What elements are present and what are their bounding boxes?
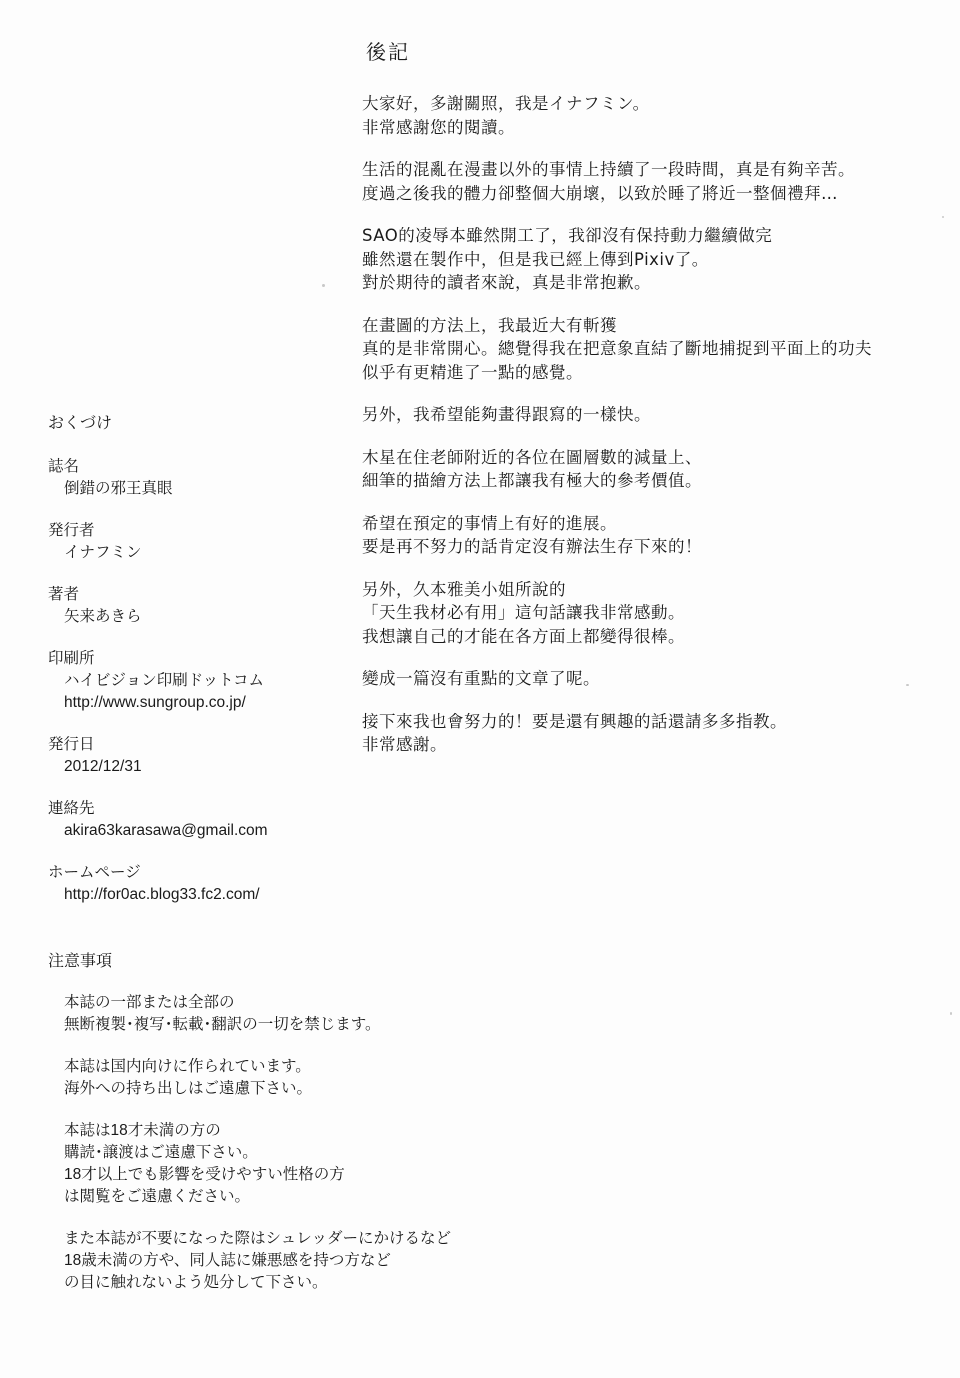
colophon-label: 印刷所: [48, 650, 95, 667]
scan-speck: [950, 1012, 952, 1015]
afterword-line: 大家好，多謝關照，我是イナフミン。: [362, 94, 650, 113]
colophon-label: 発行者: [48, 522, 95, 539]
afterword-line: 另外，久本雅美小姐所說的: [362, 579, 566, 599]
afterword-line: 非常感謝您的閱讀。: [362, 117, 515, 137]
afterword-paragraph: [362, 403, 947, 427]
scan-speck: [906, 684, 909, 686]
colophon-value: 2012/12/31: [64, 758, 142, 775]
afterword-line: 度過之後我的體力卻整個大崩壞，以致於睡了將近一整個禮拜…: [362, 183, 838, 203]
printer-url: http://www.sungroup.co.jp/: [64, 694, 246, 711]
colophon-entry-title: [48, 456, 368, 500]
afterword-paragraph: [362, 158, 947, 205]
afterword-line: SAO的凌辱本雖然開工了，我卻沒有保持動力繼續做完: [362, 226, 773, 245]
notes-line: 本誌は18才未満の方の: [64, 1122, 221, 1139]
colophon-entry-author: [48, 584, 368, 628]
notes-line: 18才以上でも影響を受けやすい性格の方: [64, 1166, 345, 1183]
afterword-line: 真的是非常開心。總覺得我在把意象直結了斷地捕捉到平面上的功夫: [362, 339, 872, 358]
notes-line: は閲覧をご遠慮ください。: [64, 1188, 251, 1205]
afterword-line: 似乎有更精進了一點的感覺。: [362, 362, 583, 382]
colophon-value: 矢来あきら: [64, 608, 142, 625]
afterword-line: 生活的混亂在漫畫以外的事情上持續了一段時間，真是有夠辛苦。: [362, 160, 855, 179]
colophon-label: 著者: [48, 586, 80, 603]
notes-line: また本誌が不要になった際はシュレッダーにかけるなど: [64, 1230, 452, 1247]
afterword-line: 我想讓自己的才能在各方面上都變得很棒。: [362, 626, 685, 646]
colophon-entry-printer: [48, 648, 368, 714]
colophon-label: 誌名: [48, 458, 80, 475]
notes-line: 無断複製･複写･転載･翻訳の一切を禁じます。: [64, 1016, 381, 1033]
colophon-value: ハイビジョン印刷ドットコム: [64, 672, 264, 689]
notes-line: 購読･譲渡はご遠慮下さい。: [64, 1144, 258, 1161]
colophon-entry-homepage: [48, 862, 368, 906]
afterword-line: 非常感謝。: [362, 735, 447, 754]
afterword-line: 變成一篇沒有重點的文章了呢。: [362, 669, 600, 688]
homepage-url: http://for0ac.blog33.fc2.com/: [64, 886, 260, 903]
notes-line: 18歳未満の方や、同人誌に嫌悪感を持つ方など: [64, 1252, 391, 1269]
contact-email: akira63karasawa@gmail.com: [64, 822, 268, 839]
colophon-value: 倒錯の邪王真眼: [64, 480, 173, 497]
notes-title: 注意事項: [48, 953, 113, 970]
colophon-label: 発行日: [48, 736, 95, 753]
afterword-line: 「天生我材必有用」這句話讓我非常感動。: [362, 603, 685, 622]
afterword-paragraph: [362, 224, 947, 295]
afterword-line: 木星在住老師附近的各位在圖層數的減量上、: [362, 447, 702, 467]
afterword-paragraph: [362, 667, 947, 691]
afterword-line: 希望在預定的事情上有好的進展。: [362, 513, 617, 533]
notes-paragraph: [64, 1228, 664, 1294]
notes-line: 海外への持ち出しはご遠慮下さい。: [64, 1080, 313, 1097]
colophon-entry-contact: [48, 798, 368, 842]
afterword-body: [362, 92, 947, 776]
notes-paragraph: [64, 992, 664, 1036]
colophon-entry-date: [48, 734, 368, 778]
colophon-title: おくづけ: [48, 415, 113, 432]
notes-line: の目に触れないよう処分して下さい。: [64, 1274, 328, 1291]
colophon-label: ホームページ: [48, 864, 141, 881]
afterword-paragraph: [362, 314, 947, 385]
scan-speck: [322, 284, 325, 287]
colophon-value: イナフミン: [64, 544, 142, 561]
afterword-paragraph: [362, 578, 947, 649]
colophon: [48, 456, 368, 926]
afterword-line: 細筆的描繪方法上都讓我有極大的參考價值。: [362, 471, 702, 490]
notes-paragraph: [64, 1120, 664, 1208]
afterword-line: 對於期待的讀者來說，真是非常抱歉。: [362, 273, 651, 292]
notes-line: 本誌は国内向けに作られています。: [64, 1058, 311, 1075]
notes-body: [64, 992, 664, 1314]
afterword-line: 接下來我也會努力的！要是還有興趣的話還請多多指教。: [362, 711, 787, 731]
colophon-label: 連絡先: [48, 800, 95, 817]
afterword-line: 雖然還在製作中，但是我已經上傳到Pixiv了。: [362, 249, 709, 269]
afterword-title: 後記: [366, 40, 410, 64]
colophon-entry-publisher: [48, 520, 368, 564]
afterword-line: 另外，我希望能夠畫得跟寫的一樣快。: [362, 405, 651, 424]
afterword-line: 要是再不努力的話肯定沒有辦法生存下來的！: [362, 537, 702, 556]
afterword-paragraph: [362, 710, 947, 757]
afterword-paragraph: [362, 512, 947, 559]
afterword-line: 在畫圖的方法上，我最近大有斬獲: [362, 315, 617, 335]
scan-speck: [942, 216, 944, 218]
notes-paragraph: [64, 1056, 664, 1100]
afterword-paragraph: [362, 92, 947, 139]
afterword-paragraph: [362, 446, 947, 493]
notes-line: 本誌の一部または全部の: [64, 994, 235, 1011]
